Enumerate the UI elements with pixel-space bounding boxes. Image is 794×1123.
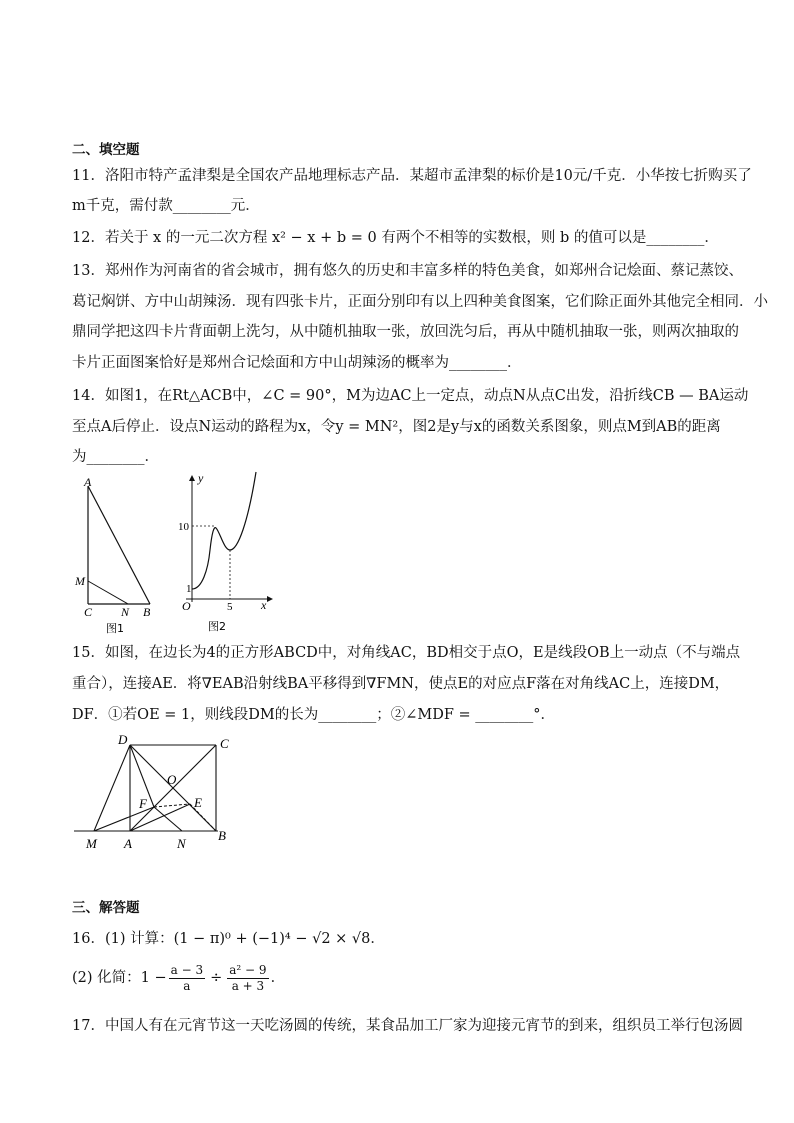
q14-line1: 14．如图1，在Rt△ACB中，∠C = 90°，M为边AC上一定点，动点N从点C出发，沿折线CB — BA运动	[72, 388, 749, 404]
q15-label-N: N	[177, 836, 186, 851]
fig1-caption: 图1	[106, 622, 124, 635]
q15-line3: DF．①若OE = 1，则线段DM的长为________；②∠MDF = ________°．	[72, 707, 556, 723]
q16-fraction1	[169, 963, 205, 994]
q13-line4: 卡片正面图案恰好是郑州合记烩面和方中山胡辣汤的概率为________．	[72, 355, 522, 371]
section-heading-solutions: 三、解答题	[72, 900, 140, 916]
fig1-label-A: A	[84, 475, 92, 489]
q16-part2-prefix: (2) 化简：1 −	[72, 970, 167, 986]
fig2-caption: 图2	[208, 620, 226, 633]
fig2-tick-1: 1	[186, 583, 192, 595]
q13-line2: 葛记焖饼、方中山胡辣汤．现有四张卡片，正面分别印有以上四种美食图案，它们除正面外其他完全相同．小	[72, 294, 768, 310]
q15-label-E: E	[194, 795, 202, 810]
q17-line1: 17．中国人有在元宵节这一天吃汤圆的传统，某食品加工厂家为迎接元宵节的到来，组织员工举行包汤圆	[72, 1018, 743, 1034]
section-heading-fill-in: 二、填空题	[72, 142, 140, 158]
q15-line1: 15．如图，在边长为4的正方形ABCD中，对角线AC，BD相交于点O，E是线段OB上一动点（不与端点	[72, 645, 741, 661]
q16-frac1-num: a − 3	[170, 962, 204, 977]
fig2-tick-5: 5	[227, 601, 233, 613]
q16-frac1-den: a	[183, 978, 191, 993]
q14-figure1	[72, 474, 162, 636]
q14-line2: 至点A后停止．设点N运动的路程为x，令y = MN²，图2是y与x的函数关系图象，则点M到AB的距离	[72, 419, 721, 435]
q14-line3: 为________．	[72, 449, 159, 465]
q15-label-M: M	[86, 836, 97, 851]
fig2-tick-10: 10	[178, 521, 189, 533]
q15-label-A: A	[124, 836, 132, 851]
q15-figure	[72, 730, 242, 854]
q16-div-sign: ÷	[210, 970, 223, 986]
fig1-label-C: C	[84, 605, 93, 619]
q11-line2: m千克，需付款________元．	[72, 198, 260, 214]
q15-line2: 重合），连接AE．将∇EAB沿射线BA平移得到∇FMN，使点E的对应点F落在对角线AC上，连接DM，	[72, 676, 730, 692]
fig2-curve	[192, 472, 256, 589]
q12-line1: 12．若关于 x 的一元二次方程 x² − x + b = 0 有两个不相等的实数根，则 b 的值可以是________．	[72, 230, 719, 246]
q11-line1: 11．洛阳市特产孟津梨是全国农产品地理标志产品．某超市孟津梨的标价是10元/千克．小华按七折购买了	[72, 168, 752, 184]
fig2-label-y: y	[198, 471, 204, 485]
fig1-label-M: M	[75, 574, 85, 588]
q14-figure2	[176, 470, 276, 636]
q16-part2	[72, 958, 732, 998]
q15-label-F: F	[139, 796, 147, 811]
q15-label-D: D	[118, 732, 128, 747]
q16-part2-end: ．	[270, 970, 286, 986]
q16-frac2-num: a² − 9	[229, 962, 267, 977]
q15-label-C: C	[220, 736, 229, 751]
q13-line1: 13．郑州作为河南省的省会城市，拥有悠久的历史和丰富多样的特色美食，如郑州合记烩面、蔡记蒸饺、	[72, 263, 743, 279]
q15-label-B: B	[218, 828, 226, 843]
q16-fraction2	[227, 963, 268, 994]
fig1-label-N: N	[121, 605, 130, 619]
fig2-label-O: O	[182, 599, 191, 613]
q16-frac2-den: a + 3	[231, 978, 265, 993]
q13-line3: 鼎同学把这四卡片背面朝上洗匀，从中随机抽取一张，放回洗匀后，再从中随机抽取一张，则两次抽取的	[72, 324, 739, 340]
fig1-label-B: B	[143, 605, 151, 619]
fig2-label-x: x	[261, 598, 267, 612]
q16-line1: 16．(1) 计算：(1 − π)⁰ + (−1)⁴ − √2 × √8．	[72, 931, 385, 947]
q15-label-O: O	[167, 772, 177, 787]
